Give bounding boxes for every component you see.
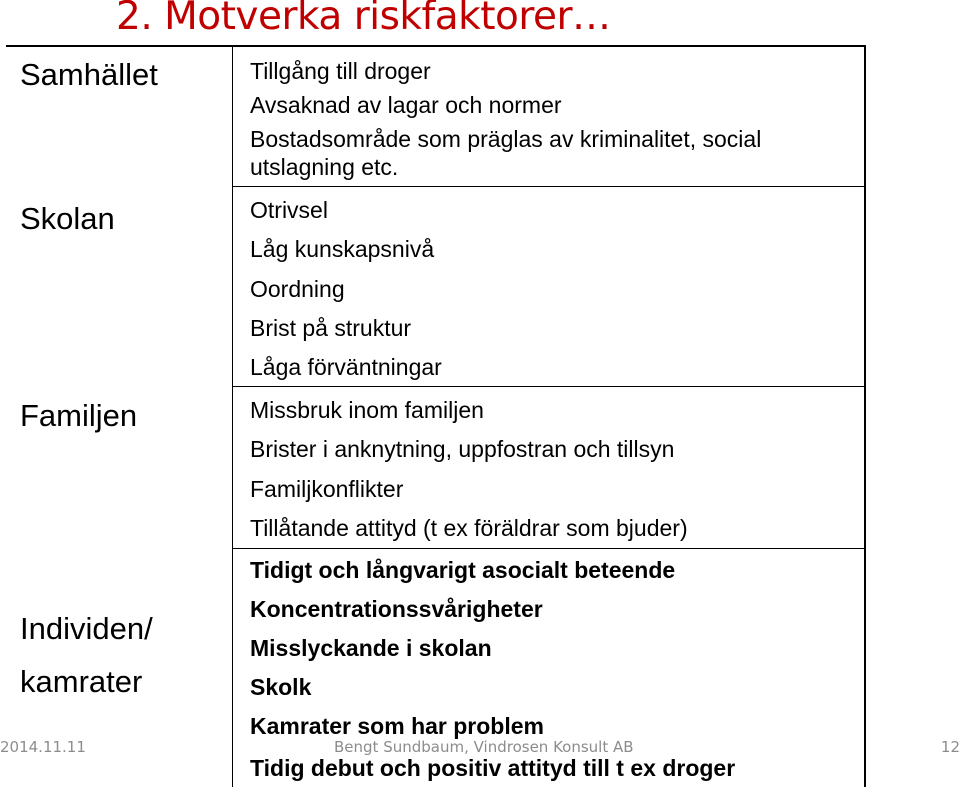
list-item: Tidig debut och positiv attityd till t ex droger	[250, 755, 736, 781]
list-item: Låga förväntningar	[250, 354, 442, 380]
row-items	[232, 187, 866, 386]
row-skolan	[6, 187, 866, 386]
footer-date: 2014.11.11	[0, 738, 86, 756]
list-item: Bostadsområde som präglas av kriminalitet, social	[250, 126, 762, 152]
list-item: Koncentrationssvårigheter	[250, 596, 543, 622]
list-item: Familjkonflikter	[250, 476, 404, 502]
list-item: Låg kunskapsnivå	[250, 236, 435, 262]
list-item: Tillgång till droger	[250, 58, 431, 84]
row-samhallet	[6, 47, 866, 187]
row-label: kamrater	[20, 664, 143, 699]
list-item: Brist på struktur	[250, 315, 412, 341]
row-label: Samhället	[20, 57, 158, 92]
list-item: Missbruk inom familjen	[250, 397, 484, 423]
list-item: Oordning	[250, 276, 345, 302]
row-items	[232, 47, 866, 187]
list-item: utslagning etc.	[250, 154, 399, 180]
list-item: Kamrater som har problem	[250, 713, 544, 739]
row-label: Familjen	[20, 398, 138, 433]
risk-factor-table	[6, 45, 866, 787]
list-item: Tillåtande attityd (t ex föräldrar som bjuder)	[250, 515, 688, 541]
list-item: Skolk	[250, 674, 312, 700]
row-familjen	[6, 387, 866, 549]
list-item: Avsaknad av lagar och normer	[250, 92, 562, 118]
list-item: Tidigt och långvarigt asocialt beteende	[250, 557, 676, 583]
list-item: Otrivsel	[250, 197, 328, 223]
row-items	[232, 387, 866, 549]
row-label: Skolan	[20, 201, 115, 236]
list-item: Brister i anknytning, uppfostran och tillsyn	[250, 436, 675, 462]
row-label: Individen/	[20, 611, 153, 646]
slide-title: 2. Motverka riskfaktorer…	[116, 0, 611, 39]
footer-author: Bengt Sundbaum, Vindrosen Konsult AB	[334, 738, 634, 756]
footer-page-number: 12	[940, 738, 960, 756]
list-item: Misslyckande i skolan	[250, 635, 492, 661]
